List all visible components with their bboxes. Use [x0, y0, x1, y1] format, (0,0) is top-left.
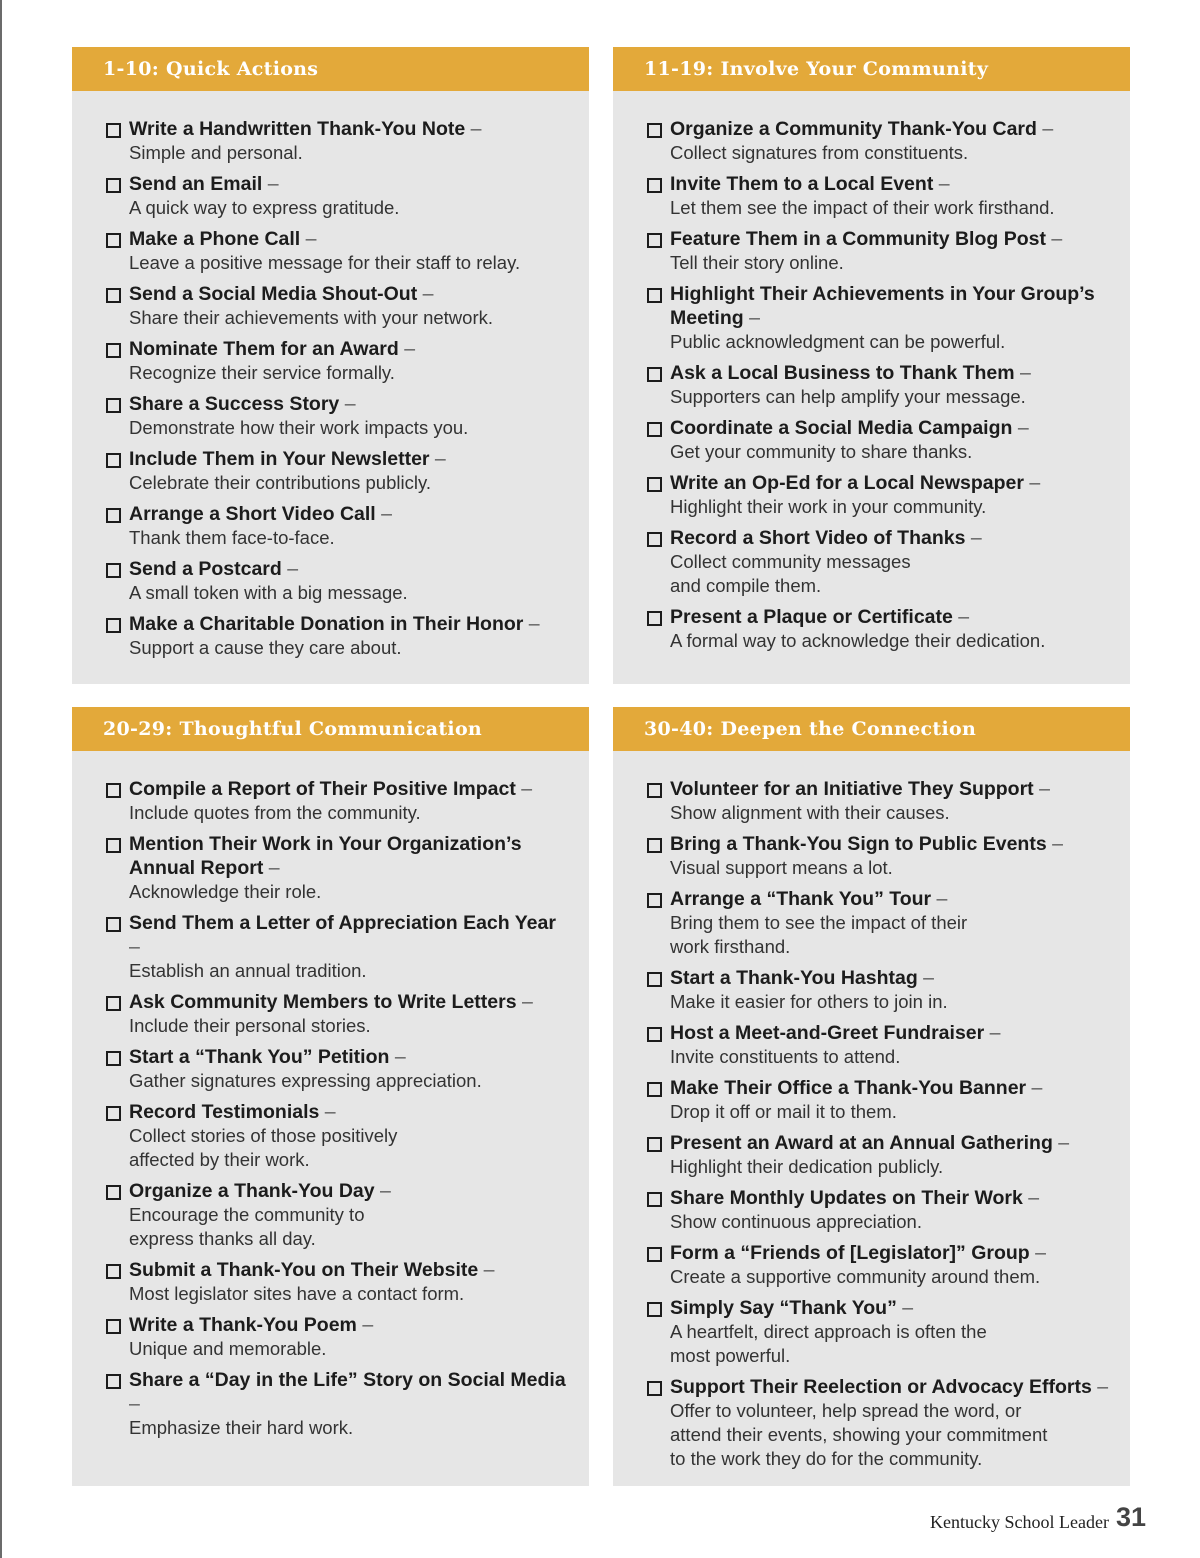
page-number: 31 — [1116, 1502, 1147, 1532]
checkbox-icon[interactable] — [106, 453, 121, 468]
checkbox-icon[interactable] — [647, 233, 662, 248]
item-description: Thank them face-to-face. — [129, 527, 335, 548]
item-description: Highlight their work in your community. — [670, 496, 987, 517]
checklist-item: Share a “Day in the Life” Story on Social Media – Emphasize their hard work. — [106, 1368, 569, 1440]
item-title: Write an Op-Ed for a Local Newspaper — [670, 472, 1024, 494]
item-description: Encourage the community to — [129, 1204, 365, 1225]
item-title: Organize a Thank-You Day — [129, 1180, 375, 1202]
section-quick-actions — [72, 47, 589, 684]
item-title: Make Their Office a Thank-You Banner — [670, 1077, 1027, 1099]
item-title: Share Monthly Updates on Their Work — [670, 1187, 1023, 1209]
checklist-item: Make Their Office a Thank-You Banner – Drop it off or mail it to them. — [647, 1076, 1110, 1124]
item-description: Most legislator sites have a contact form. — [129, 1283, 465, 1304]
checklist-item: Organize a Thank-You Day – Encourage the community to express thanks all day. — [106, 1179, 569, 1251]
item-title: Send a Social Media Shout-Out — [129, 283, 418, 305]
item-description: to the work they do for the community. — [670, 1448, 983, 1469]
checkbox-icon[interactable] — [647, 972, 662, 987]
item-description: A small token with a big message. — [129, 582, 408, 603]
item-description: Include their personal stories. — [129, 1015, 371, 1036]
checklist-item: Start a “Thank You” Petition – Gather signatures expressing appreciation. — [106, 1045, 569, 1093]
checklist-item: Coordinate a Social Media Campaign – Get your community to share thanks. — [647, 416, 1110, 464]
item-description: Simple and personal. — [129, 142, 303, 163]
checkbox-icon[interactable] — [647, 1137, 662, 1152]
item-description: Leave a positive message for their staff to relay. — [129, 252, 521, 273]
checklist-item: Present an Award at an Annual Gathering – Highlight their dedication publicly. — [647, 1131, 1110, 1179]
checklist-item: Compile a Report of Their Positive Impact – Include quotes from the community. — [106, 777, 569, 825]
item-title: Send an Email — [129, 173, 263, 195]
item-description: Show alignment with their causes. — [670, 802, 950, 823]
checkbox-icon[interactable] — [647, 1192, 662, 1207]
checklist-item: Write a Thank-You Poem – Unique and memorable. — [106, 1313, 569, 1361]
item-title: Start a Thank-You Hashtag — [670, 967, 918, 989]
item-description: Show continuous appreciation. — [670, 1211, 922, 1232]
item-title: Send Them a Letter of Appreciation Each Year — [129, 912, 556, 934]
item-description: Emphasize their hard work. — [129, 1417, 354, 1438]
item-title: Send a Postcard — [129, 558, 282, 580]
item-title: Arrange a Short Video Call — [129, 503, 376, 525]
section-header: 11-19: Involve Your Community — [613, 47, 1130, 91]
item-description: Collect stories of those positively — [129, 1125, 398, 1146]
checkbox-icon[interactable] — [106, 233, 121, 248]
checklist — [613, 91, 1130, 653]
checklist-item: Write a Handwritten Thank-You Note – Simple and personal. — [106, 117, 569, 165]
checkbox-icon[interactable] — [647, 123, 662, 138]
item-description: affected by their work. — [129, 1149, 310, 1170]
item-title: Coordinate a Social Media Campaign — [670, 417, 1013, 439]
item-description: Create a supportive community around them. — [670, 1266, 1041, 1287]
item-description: Unique and memorable. — [129, 1338, 327, 1359]
checkbox-icon[interactable] — [647, 1302, 662, 1317]
item-title: Record Testimonials — [129, 1101, 320, 1123]
item-title: Write a Thank-You Poem — [129, 1314, 357, 1336]
checkbox-icon[interactable] — [647, 532, 662, 547]
item-title: Form a “Friends of [Legislator]” Group — [670, 1242, 1030, 1264]
checklist-item: Mention Their Work in Your Organization’s Annual Report – Acknowledge their role. — [106, 832, 569, 904]
item-title: Invite Them to a Local Event — [670, 173, 934, 195]
item-description: Supporters can help amplify your message. — [670, 386, 1026, 407]
checkbox-icon[interactable] — [647, 477, 662, 492]
section-header: 20-29: Thoughtful Communication — [72, 707, 589, 751]
item-description: A quick way to express gratitude. — [129, 197, 400, 218]
checklist-item: Organize a Community Thank-You Card – Collect signatures from constituents. — [647, 117, 1110, 165]
checklist-item: Start a Thank-You Hashtag – Make it easier for others to join in. — [647, 966, 1110, 1014]
item-description: Make it easier for others to join in. — [670, 991, 948, 1012]
item-description: Drop it off or mail it to them. — [670, 1101, 897, 1122]
checkbox-icon[interactable] — [647, 178, 662, 193]
item-title: Submit a Thank-You on Their Website — [129, 1259, 479, 1281]
checklist-item: Arrange a Short Video Call – Thank them face-to-face. — [106, 502, 569, 550]
checkbox-icon[interactable] — [106, 178, 121, 193]
item-title: Host a Meet-and-Greet Fundraiser — [670, 1022, 985, 1044]
checklist-item: Record Testimonials – Collect stories of those positively affected by their work. — [106, 1100, 569, 1172]
checklist-item: Present a Plaque or Certificate – A formal way to acknowledge their dedication. — [647, 605, 1110, 653]
checkbox-icon[interactable] — [106, 1319, 121, 1334]
item-title: Feature Them in a Community Blog Post — [670, 228, 1046, 250]
item-description: Include quotes from the community. — [129, 802, 421, 823]
item-description: Share their achievements with your network. — [129, 307, 494, 328]
item-title: Write a Handwritten Thank-You Note — [129, 118, 466, 140]
checklist-item: Invite Them to a Local Event – Let them see the impact of their work firsthand. — [647, 172, 1110, 220]
item-title: Make a Charitable Donation in Their Honor — [129, 613, 524, 635]
item-description: Celebrate their contributions publicly. — [129, 472, 431, 493]
checklist-item: Submit a Thank-You on Their Website – Most legislator sites have a contact form. — [106, 1258, 569, 1306]
checklist-item: Write an Op-Ed for a Local Newspaper – Highlight their work in your community. — [647, 471, 1110, 519]
item-description: express thanks all day. — [129, 1228, 316, 1249]
checklist-item: Send Them a Letter of Appreciation Each Year – Establish an annual tradition. — [106, 911, 569, 983]
checklist-item: Make a Phone Call – Leave a positive message for their staff to relay. — [106, 227, 569, 275]
item-title: Simply Say “Thank You” — [670, 1297, 897, 1319]
item-description: most powerful. — [670, 1345, 791, 1366]
item-title: Ask Community Members to Write Letters — [129, 991, 517, 1013]
item-title: Record a Short Video of Thanks — [670, 527, 966, 549]
item-title: Highlight Their Achievements in Your Group’s Meeting — [670, 283, 1095, 329]
item-title: Include Them in Your Newsletter — [129, 448, 430, 470]
item-description: Demonstrate how their work impacts you. — [129, 417, 469, 438]
page-edge-rule — [0, 0, 2, 1558]
checkbox-icon[interactable] — [106, 996, 121, 1011]
item-title: Present a Plaque or Certificate — [670, 606, 953, 628]
checklist-item: Highlight Their Achievements in Your Group’s Meeting – Public acknowledgment can be powerful. — [647, 282, 1110, 354]
checkbox-icon[interactable] — [647, 1247, 662, 1262]
item-title: Start a “Thank You” Petition — [129, 1046, 390, 1068]
item-description: Invite constituents to attend. — [670, 1046, 901, 1067]
item-description: and compile them. — [670, 575, 822, 596]
section-header: 1-10: Quick Actions — [72, 47, 589, 91]
checkbox-icon[interactable] — [106, 1106, 121, 1121]
item-description: Let them see the impact of their work firsthand. — [670, 197, 1055, 218]
item-description: Tell their story online. — [670, 252, 844, 273]
checklist-item: Simply Say “Thank You” – A heartfelt, direct approach is often the most powerful. — [647, 1296, 1110, 1368]
checkbox-icon[interactable] — [106, 343, 121, 358]
item-description: attend their events, showing your commitment — [670, 1424, 1048, 1445]
item-title: Share a Success Story — [129, 393, 340, 415]
section-header: 30-40: Deepen the Connection — [613, 707, 1130, 751]
checklist-item: Volunteer for an Initiative They Support – Show alignment with their causes. — [647, 777, 1110, 825]
checklist-item: Arrange a “Thank You” Tour – Bring them to see the impact of their work firsthand. — [647, 887, 1110, 959]
item-description: Recognize their service formally. — [129, 362, 395, 383]
item-description: Establish an annual tradition. — [129, 960, 367, 981]
item-description: Offer to volunteer, help spread the word, or — [670, 1400, 1022, 1421]
checklist-item: Share a Success Story – Demonstrate how their work impacts you. — [106, 392, 569, 440]
checklist-item: Send an Email – A quick way to express gratitude. — [106, 172, 569, 220]
checkbox-icon[interactable] — [106, 1051, 121, 1066]
item-title: Mention Their Work in Your Organization’s Annual Report — [129, 833, 522, 879]
checklist — [72, 91, 589, 660]
item-description: Support a cause they care about. — [129, 637, 402, 658]
item-title: Compile a Report of Their Positive Impact — [129, 778, 516, 800]
checkbox-icon[interactable] — [106, 563, 121, 578]
checkbox-icon[interactable] — [106, 917, 121, 932]
checkbox-icon[interactable] — [647, 367, 662, 382]
checkbox-icon[interactable] — [106, 618, 121, 633]
checklist-item: Ask a Local Business to Thank Them – Supporters can help amplify your message. — [647, 361, 1110, 409]
checkbox-icon[interactable] — [106, 508, 121, 523]
section-thoughtful-communication — [72, 707, 589, 1486]
checkbox-icon[interactable] — [106, 1185, 121, 1200]
checkbox-icon[interactable] — [106, 1264, 121, 1279]
checklist-item: Support Their Reelection or Advocacy Efforts – Offer to volunteer, help spread the word, or attend their events, showing your commitment to the work they do for the community. — [647, 1375, 1110, 1471]
checklist-item: Form a “Friends of [Legislator]” Group – Create a supportive community around them. — [647, 1241, 1110, 1289]
item-description: A heartfelt, direct approach is often the — [670, 1321, 987, 1342]
checkbox-icon[interactable] — [106, 783, 121, 798]
item-description: Acknowledge their role. — [129, 881, 322, 902]
checkbox-icon[interactable] — [647, 1027, 662, 1042]
publication-name: Kentucky School Leader — [930, 1512, 1109, 1532]
item-title: Volunteer for an Initiative They Support — [670, 778, 1034, 800]
checkbox-icon[interactable] — [647, 783, 662, 798]
item-description: Get your community to share thanks. — [670, 441, 973, 462]
checkbox-icon[interactable] — [647, 288, 662, 303]
checkbox-icon[interactable] — [106, 288, 121, 303]
checklist-item: Record a Short Video of Thanks – Collect community messages and compile them. — [647, 526, 1110, 598]
checkbox-icon[interactable] — [106, 838, 121, 853]
item-title: Ask a Local Business to Thank Them — [670, 362, 1015, 384]
checkbox-icon[interactable] — [647, 611, 662, 626]
item-description: Visual support means a lot. — [670, 857, 893, 878]
checklist — [72, 751, 589, 1440]
checkbox-icon[interactable] — [647, 1381, 662, 1396]
item-description: Collect community messages — [670, 551, 911, 572]
checklist-item: Send a Social Media Shout-Out – Share their achievements with your network. — [106, 282, 569, 330]
section-involve-community — [613, 47, 1130, 684]
checkbox-icon[interactable] — [647, 838, 662, 853]
checkbox-icon[interactable] — [106, 1374, 121, 1389]
checkbox-icon[interactable] — [106, 398, 121, 413]
checklist-item: Bring a Thank-You Sign to Public Events – Visual support means a lot. — [647, 832, 1110, 880]
item-description: A formal way to acknowledge their dedication. — [670, 630, 1046, 651]
checklist-item: Send a Postcard – A small token with a big message. — [106, 557, 569, 605]
section-deepen-connection — [613, 707, 1130, 1486]
item-description: Bring them to see the impact of their — [670, 912, 968, 933]
checkbox-icon[interactable] — [647, 893, 662, 908]
item-description: Public acknowledgment can be powerful. — [670, 331, 1006, 352]
checklist-item: Ask Community Members to Write Letters – Include their personal stories. — [106, 990, 569, 1038]
item-description: Collect signatures from constituents. — [670, 142, 969, 163]
checklist-item: Host a Meet-and-Greet Fundraiser – Invite constituents to attend. — [647, 1021, 1110, 1069]
checklist-item: Share Monthly Updates on Their Work – Show continuous appreciation. — [647, 1186, 1110, 1234]
checklist — [613, 751, 1130, 1471]
checkbox-icon[interactable] — [647, 1082, 662, 1097]
item-title: Organize a Community Thank-You Card — [670, 118, 1037, 140]
item-title: Support Their Reelection or Advocacy Efforts — [670, 1376, 1092, 1398]
item-title: Bring a Thank-You Sign to Public Events — [670, 833, 1047, 855]
item-title: Nominate Them for an Award — [129, 338, 399, 360]
checklist-item: Include Them in Your Newsletter – Celebrate their contributions publicly. — [106, 447, 569, 495]
item-title: Make a Phone Call — [129, 228, 301, 250]
checkbox-icon[interactable] — [647, 422, 662, 437]
item-description: Gather signatures expressing appreciation. — [129, 1070, 482, 1091]
checkbox-icon[interactable] — [106, 123, 121, 138]
item-title: Arrange a “Thank You” Tour — [670, 888, 932, 910]
item-title: Present an Award at an Annual Gathering — [670, 1132, 1053, 1154]
item-title: Share a “Day in the Life” Story on Social Media — [129, 1369, 566, 1391]
checklist-item: Nominate Them for an Award – Recognize their service formally. — [106, 337, 569, 385]
item-description: Highlight their dedication publicly. — [670, 1156, 944, 1177]
checklist-item: Make a Charitable Donation in Their Honor – Support a cause they care about. — [106, 612, 569, 660]
item-description: work firsthand. — [670, 936, 791, 957]
checklist-item: Feature Them in a Community Blog Post – Tell their story online. — [647, 227, 1110, 275]
